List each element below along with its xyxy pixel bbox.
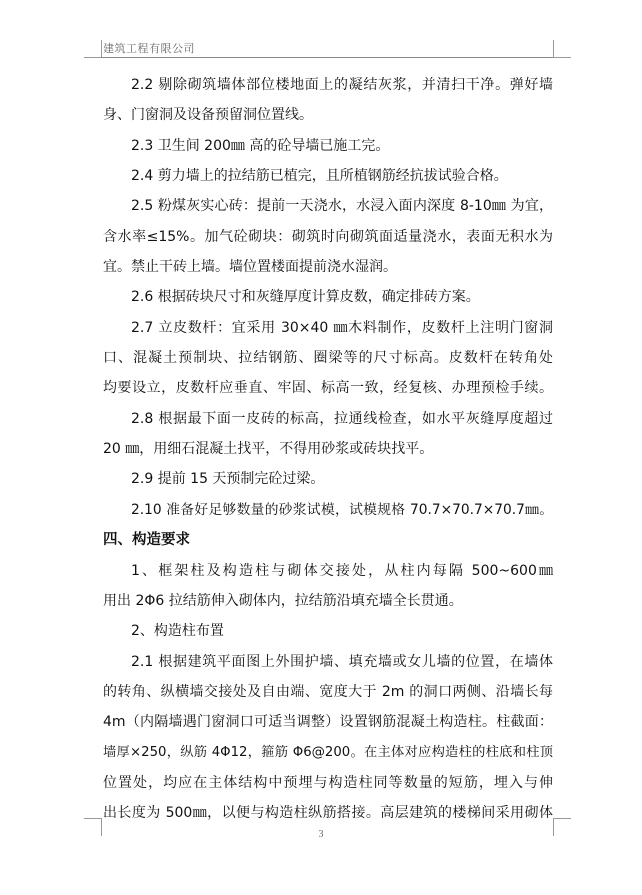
paragraph-line: 2.9 提前 15 天预制完砼过梁。: [131, 471, 325, 488]
body-text: [103, 70, 553, 829]
crop-mark-top-left-v: [101, 40, 102, 58]
paragraph-line: 2.5 粉煤灰实心砖：提前一天浇水，水浸入面内深度 8-10㎜ 为宜，: [131, 198, 553, 215]
crop-mark-top-right-h: [553, 57, 571, 58]
paragraph-line: 用出 2Φ6 拉结筋伸入砌体内，拉结筋沿填充墙全长贯通。: [103, 592, 463, 609]
crop-mark-bottom-left-h: [84, 818, 102, 819]
paragraph-line: 2.8 根据最下面一皮砖的标高，拉通线检查，如水平灰缝厚度超过: [131, 410, 553, 427]
paragraph-line: 2.4 剪力墙上的拉结筋已植完，且所植钢筋经抗拔试验合格。: [131, 168, 508, 185]
paragraph-line: 均要设立，皮数杆应垂直、牢固、标高一致，经复核、办理预检手续。: [103, 380, 553, 397]
crop-mark-top-right-v: [553, 40, 554, 58]
paragraph-line: 2.1 根据建筑平面图上外围护墙、填充墙或女儿墙的位置，在墙体: [131, 653, 553, 670]
paragraph-line: 2.3 卫生间 200㎜ 高的砼导墙已施工完。: [131, 137, 390, 154]
header-rule: [101, 57, 553, 58]
paragraph-line: 身、门窗洞及设备预留洞位置线。: [103, 107, 313, 124]
paragraph-line: 4m（内隔墙遇门窗洞口可适当调整）设置钢筋混凝土构造柱。柱截面：: [103, 714, 553, 731]
paragraph-line: 宜。禁止干砖上墙。墙位置楼面提前浇水湿润。: [103, 259, 397, 276]
paragraph-line: 墙厚×250，纵筋 4Φ12，箍筋 Φ6@200。在主体对应构造柱的柱底和柱顶: [103, 744, 553, 760]
paragraph-line: 2.7 立皮数杆：宜采用 30×40 ㎜木料制作，皮数杆上注明门窗洞: [131, 319, 553, 336]
paragraph-line: 20 ㎜，用细石混凝土找平，不得用砂浆或砖块找平。: [103, 441, 434, 458]
paragraph-line: 2.10 准备好足够数量的砂浆试模，试模规格 70.7×70.7×70.7㎜。: [131, 501, 553, 518]
paragraph-line: 出长度为 500㎜，以便与构造柱纵筋搭接。高层建筑的楼梯间采用砌体: [103, 805, 553, 822]
paragraph-line: 1、框架柱及构造柱与砌体交接处，从柱内每隔 500~600㎜: [131, 562, 553, 579]
paragraph-line: 位置处，均应在主体结构中预埋与构造柱同等数量的短筋，埋入与伸: [103, 774, 553, 791]
paragraph-line: 2.6 根据砖块尺寸和灰缝厚度计算皮数，确定排砖方案。: [131, 289, 480, 306]
paragraph-line: 口、混凝土预制块、拉结钢筋、圈梁等的尺寸标高。皮数杆在转角处: [103, 350, 553, 367]
crop-mark-top-left-h: [84, 57, 102, 58]
crop-mark-bottom-right-h: [553, 818, 571, 819]
paragraph-line: 含水率≤15%。加气砼砌块：砌筑时向砌筑面适量浇水，表面无积水为: [103, 228, 553, 245]
section-heading: 四、构造要求: [103, 532, 190, 549]
paragraph-line: 2.2 剔除砌筑墙体部位楼地面上的凝结灰浆，并清扫干净。弹好墙: [131, 77, 553, 93]
page-number: 3: [318, 829, 324, 840]
subsection-heading: 2、构造柱布置: [131, 623, 224, 640]
header-company-name: 建筑工程有限公司: [103, 42, 195, 55]
paragraph-line: 的转角、纵横墙交接处及自由端、宽度大于 2m 的洞口两侧、沿墙长每: [103, 683, 553, 700]
